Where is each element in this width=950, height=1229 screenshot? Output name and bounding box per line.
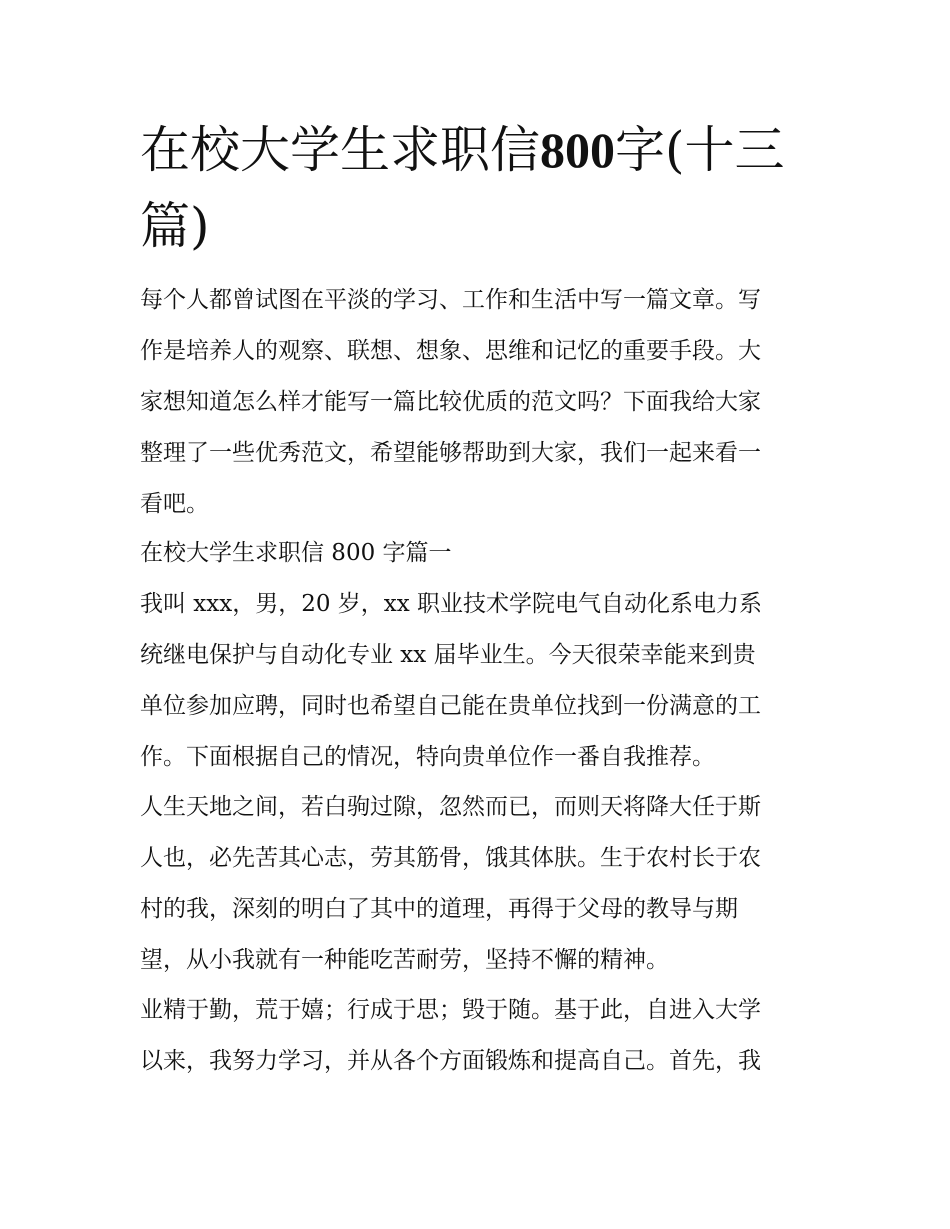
title-text-part2: 字(十三篇) bbox=[140, 121, 785, 255]
intro-line-2: 作是培养人的观察、联想、想象、思维和记忆的重要手段。大 bbox=[140, 338, 761, 364]
paragraph-line: 人生天地之间，若白驹过隙，忽然而已，而则天将降大任于斯 bbox=[140, 794, 761, 820]
section-heading: 在校大学生求职信 800 字篇一 bbox=[140, 540, 452, 566]
paragraph-line: 我叫 xxx，男，20 岁，xx 职业技术学院电气自动化系电力系 bbox=[140, 591, 763, 617]
paragraph-line: 统继电保护与自动化专业 xx 届毕业生。今天很荣幸能来到贵 bbox=[140, 642, 756, 668]
intro-line-3: 家想知道怎么样才能写一篇比较优质的范文吗？下面我给大家 bbox=[140, 389, 761, 415]
paragraph-line: 业精于勤，荒于嬉；行成于思；毁于随。基于此，自进入大学 bbox=[140, 997, 761, 1023]
title-text-part1: 在校大学生求职信 bbox=[140, 121, 540, 179]
paragraph-line: 村的我，深刻的明白了其中的道理，再得于父母的教导与期 bbox=[140, 896, 738, 922]
intro-line-4: 整理了一些优秀范文，希望能够帮助到大家，我们一起来看一 bbox=[140, 440, 761, 466]
document-title bbox=[140, 112, 820, 264]
paragraph-line: 单位参加应聘，同时也希望自己能在贵单位找到一份满意的工 bbox=[140, 693, 761, 719]
paragraph-line: 望，从小我就有一种能吃苦耐劳，坚持不懈的精神。 bbox=[140, 947, 669, 973]
title-number: 800 bbox=[540, 122, 615, 178]
paragraph-line: 人也，必先苦其心志，劳其筋骨，饿其体肤。生于农村长于农 bbox=[140, 845, 761, 871]
intro-line-5: 看吧。 bbox=[140, 491, 209, 517]
paragraph-line: 作。下面根据自己的情况，特向贵单位作一番自我推荐。 bbox=[140, 744, 715, 770]
intro-line-1: 每个人都曾试图在平淡的学习、工作和生活中写一篇文章。写 bbox=[140, 287, 761, 313]
paragraph-line: 以来，我努力学习，并从各个方面锻炼和提高自己。首先，我 bbox=[140, 1048, 761, 1074]
